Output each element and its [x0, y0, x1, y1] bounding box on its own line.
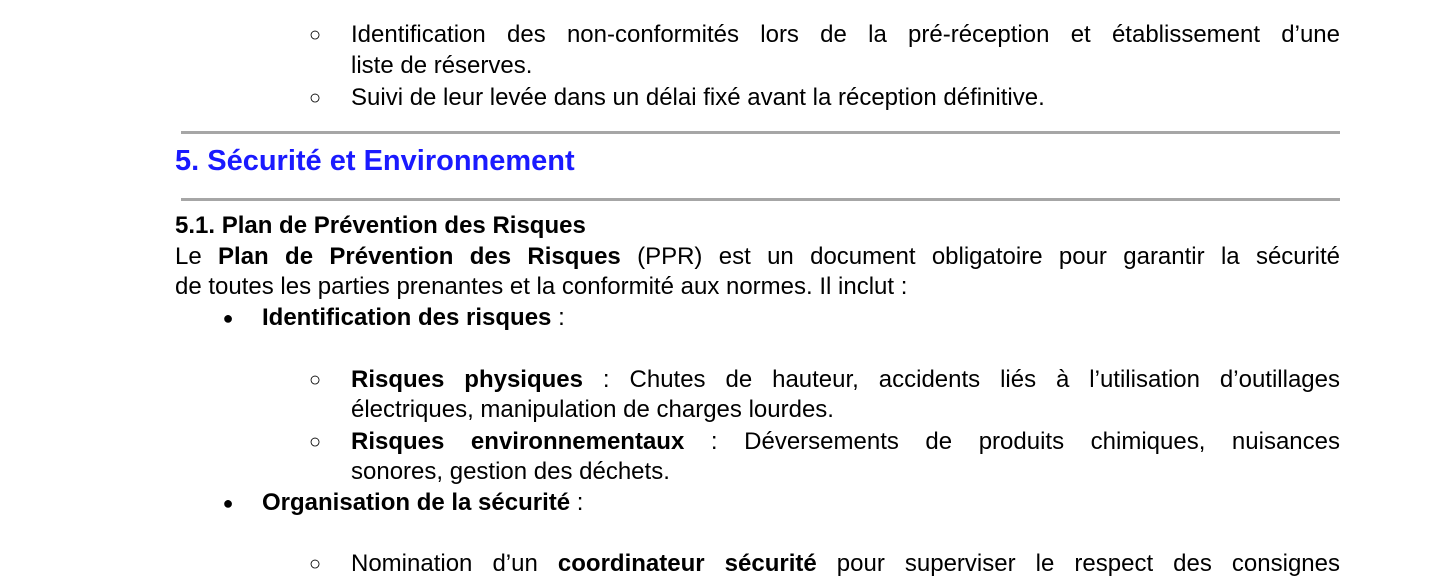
sub-list-bullet: ○ — [308, 553, 322, 575]
section-title: 5. Sécurité et Environnement — [175, 145, 575, 177]
sub-list-item-line1 — [351, 549, 1340, 579]
sub-item-text: : Déversements de produits chimiques, nuisances — [684, 428, 1341, 455]
sub-item-label: Risques physiques — [351, 366, 583, 393]
sub-list-item-line2: sonores, gestion des déchets. — [351, 458, 670, 485]
sub-item-label: Risques environnementaux — [351, 428, 685, 455]
list-item-text-line: liste de réserves. — [351, 52, 533, 79]
sub-list-item-line2: électriques, manipulation de charges lourdes. — [351, 396, 834, 423]
section-divider-top — [181, 131, 1340, 134]
section-divider-bottom — [181, 198, 1340, 201]
sub-item-lead: Nomination d’un — [351, 550, 558, 577]
intro-rest-text: (PPR) est un document obligatoire pour garantir la sécurité — [620, 243, 1340, 270]
main-list-item — [262, 488, 583, 518]
main-list-bullet: ● — [222, 493, 234, 513]
intro-paragraph-line1 — [175, 242, 1340, 272]
sub-list-bullet: ○ — [308, 369, 322, 391]
main-list-item-suffix: : — [551, 304, 565, 331]
intro-bold-text: Plan de Prévention des Risques — [218, 243, 621, 270]
sub-list-bullet: ○ — [308, 87, 322, 109]
sub-list-item-line1 — [351, 365, 1340, 395]
main-list-bullet: ● — [222, 308, 234, 328]
subsection-title: 5.1. Plan de Prévention des Risques — [175, 212, 586, 239]
intro-paragraph-line2: de toutes les parties prenantes et la conformité aux normes. Il inclut : — [175, 273, 908, 300]
sub-item-text: : Chutes de hauteur, accidents liés à l’utilisation d’outillages — [583, 366, 1341, 393]
main-list-item — [262, 303, 565, 333]
sub-list-item-line1 — [351, 427, 1340, 457]
list-item-text-line: Suivi de leur levée dans un délai fixé avant la réception définitive. — [351, 84, 1045, 111]
main-list-item-suffix: : — [570, 489, 584, 516]
sub-item-bold: coordinateur sécurité — [557, 550, 817, 577]
main-list-item-label: Identification des risques — [262, 304, 552, 331]
intro-lead-text: Le — [175, 243, 219, 270]
sub-item-text: pour superviser le respect des consignes — [816, 550, 1341, 577]
main-list-item-label: Organisation de la sécurité — [262, 489, 571, 516]
list-item-text-line: Identification des non-conformités lors de la pré-réception et établissement d’une — [351, 21, 1340, 48]
sub-list-bullet: ○ — [308, 24, 322, 46]
sub-list-bullet: ○ — [308, 431, 322, 453]
